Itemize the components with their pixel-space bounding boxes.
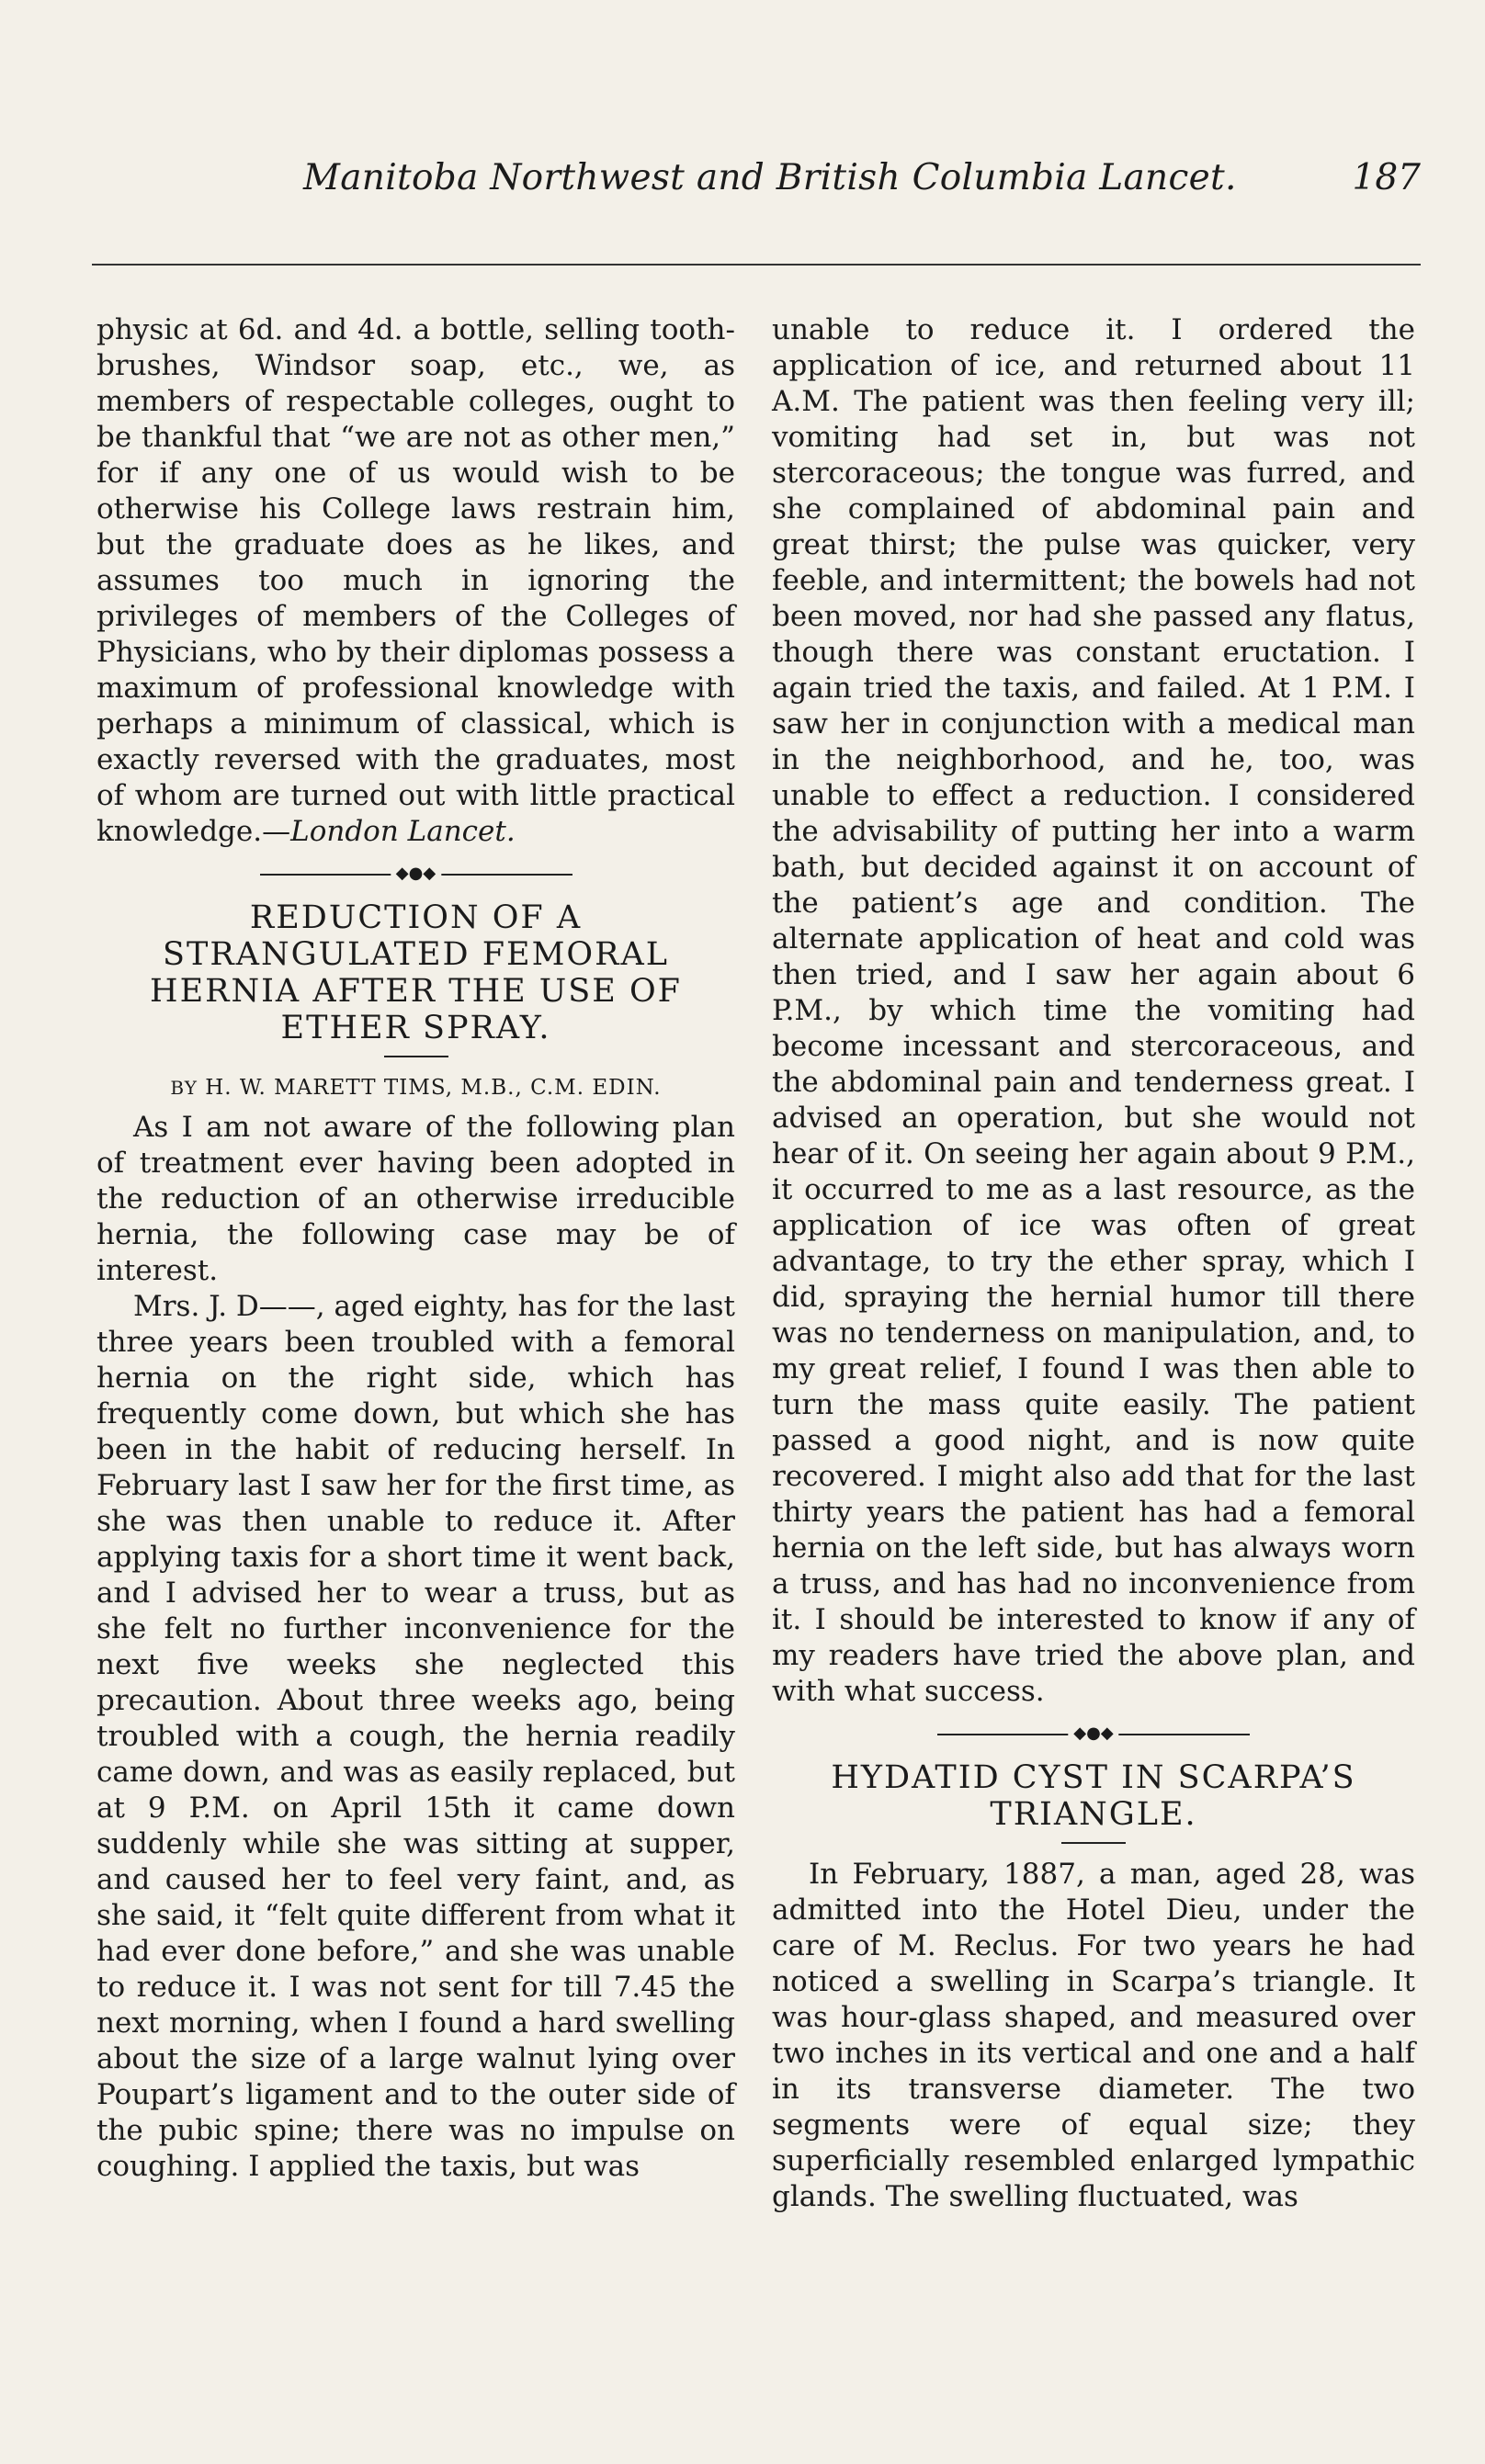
divider-ornament: ◆●◆	[1068, 1724, 1118, 1743]
right-column	[772, 312, 1415, 2215]
body-paragraph: As I am not aware of the following plan of treatment ever having been adopted in the reduction of an otherwise irreducible hernia, the following case may be of interest.	[96, 1111, 735, 1287]
body-paragraph: In February, 1887, a man, aged 28, was admitted into the Hotel Dieu, under the care of M. Reclus. For two years he had noticed a swelling in Scarpa’s triangle. It was hour-glass shaped, and measured over two inches in its vertical and one and a half in its transverse diameter. The two segments were of equal size; they superficially resembled enlarged lympathic glands. The swelling fluctuated, was	[772, 1858, 1415, 2213]
source-citation: London Lancet.	[290, 815, 516, 848]
byline-author: H. W. MARETT TIMS, M.B., C.M. EDIN.	[205, 1076, 662, 1100]
continued-paragraph	[96, 312, 735, 850]
header-rule	[92, 264, 1421, 266]
divider-ornament: ◆●◆	[391, 865, 441, 883]
title-rule	[384, 1056, 448, 1057]
left-column	[96, 312, 735, 2185]
section-divider	[937, 1724, 1250, 1743]
article-title-hydatid: HYDATID CYST IN SCARPA’S TRIANGLE.	[831, 1759, 1356, 1833]
running-head	[303, 152, 1421, 207]
continued-text: physic at 6d. and 4d. a bottle, selling tooth-brushes, Windsor soap, etc., we, as members of respectable colleges, ought to be thankful that “we are not as other men,” for if any one of us would wish to be otherwise his College laws restrain him, but the graduate does as he likes, and assumes too much in ignoring the privileges of members of the Colleges of Physicians, who by their diplomas possess a maximum of professional knowledge with perhaps a minimum of classical, which is exactly reversed with the graduates, most of whom are turned out with little practical knowledge.—	[96, 313, 735, 848]
journal-title: Manitoba Northwest and British Columbia Lancet.	[303, 157, 1237, 198]
section-divider	[260, 864, 572, 883]
byline	[96, 1070, 735, 1106]
byline-by: BY	[170, 1077, 198, 1099]
continued-paragraph: unable to reduce it. I ordered the application of ice, and returned about 11 A.M. The patient was then feeling very ill; vomiting had set in, but was not stercoraceous; the tongue was furred, and she complained of abdominal pain and great thirst; the pulse was quicker, very feeble, and intermittent; the bowels had not been moved, nor had she passed any flatus, though there was constant eructation. I again tried the taxis, and failed. At 1 P.M. I saw her in conjunction with a medical man in the neighborhood, and he, too, was unable to effect a reduction. I considered the advisability of putting her into a warm bath, but decided against it on account of the patient’s age and condition. The alternate application of heat and cold was then tried, and I saw her again about 6 P.M., by which time the vomiting had become incessant and stercoraceous, and the abdominal pain and tenderness great. I advised an operation, but she would not hear of it. On seeing her again about 9 P.M., it occurred to me as a last resource, as the application of ice was often of great advantage, to try the ether spray, which I did, spraying the hernial humor till there was no tenderness on manipulation, and, to my great relief, I found I was then able to turn the mass quite easily. The patient passed a good night, and is now quite recovered. I might also add that for the last thirty years the patient has had a femoral hernia on the left side, but has always worn a truss, and has had no inconvenience from it. I should be interested to know if any of my readers have tried the above plan, and with what success.	[772, 313, 1415, 1708]
body-paragraph: Mrs. J. D——, aged eighty, has for the last three years been troubled with a femoral hernia on the right side, which has frequently come down, but which she has been in the habit of reducing herself. In February last I saw her for the first time, as she was then unable to reduce it. After applying taxis for a short time it went back, and I advised her to wear a truss, but as she felt no further inconvenience for the next five weeks she neglected this precaution. About three weeks ago, being troubled with a cough, the hernia readily came down, and was as easily replaced, but at 9 P.M. on April 15th it came down suddenly while she was sitting at supper, and caused her to feel very faint, and, as she said, it “felt quite different from what it had ever done before,” and she was unable to reduce it. I was not sent for till 7.45 the next morning, when I found a hard swelling about the size of a large walnut lying over Poupart’s ligament and to the outer side of the pubic spine; there was no impulse on coughing. I applied the taxis, but was	[96, 1290, 735, 2183]
title-rule	[1061, 1842, 1126, 1844]
article-title-hernia: REDUCTION OF A STRANGULATED FEMORAL HERNIA AFTER THE USE OF ETHER SPRAY.	[150, 899, 682, 1046]
page-number: 187	[1352, 157, 1421, 198]
